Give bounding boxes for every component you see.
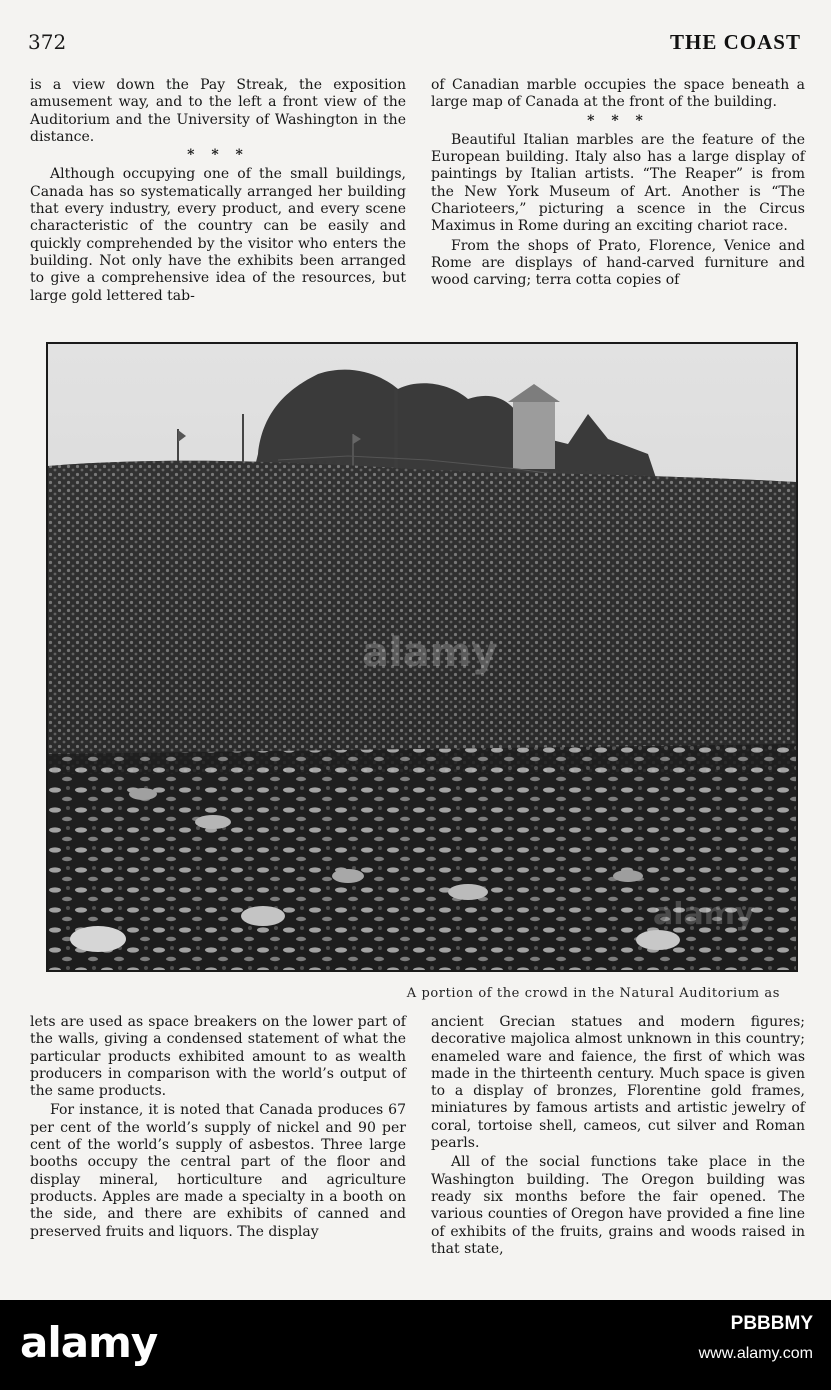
paragraph: For instance, it is noted that Canada produces 67 per cent of the world’s supply of nickel and 90 per cent of the world’s supply of asbestos. Three large booths occupy the central part of the floor and display mineral, horticulture and agriculture products. Apples are made a specialty in a booth on the side, and there are exhibits of canned and preserved fruits and liquors. The display [30, 1102, 406, 1240]
column-bottom-right [431, 1014, 805, 1258]
paragraph: From the shops of Prato, Florence, Venice and Rome are displays of hand-carved furniture and wood carving; terra cotta copies of [431, 237, 805, 289]
watermark-text: alamy [653, 897, 755, 932]
crowd-photo-illustration [48, 344, 796, 970]
running-header [28, 30, 801, 60]
paragraph: Although occupying one of the small buildings, Canada has so systematically arranged her building that every industry, every product, and every scene characteristic of the country can be easily and quickly comprehended by the visitor who enters the building. Not only have the exhibits been arranged to give a comprehensive idea of the resources, but large gold lettered tab- [30, 166, 406, 304]
paragraph: ancient Grecian statues and modern figures; decorative majolica almost unknown in this country; enameled ware and faience, the first of which was made in the thirteenth century. Much space is given to a display of bronzes, Florentine gold frames, miniatures by famous artists and artistic jewelry of coral, tortoise shell, cameos, cut silver and Roman pearls. [431, 1014, 805, 1152]
watermark-text: alamy [362, 630, 498, 676]
crowd-photograph [46, 342, 798, 972]
page-number: 372 [28, 30, 67, 54]
paragraph: All of the social functions take place in the Washington building. The Oregon building was ready six months before the fair opened. The various counties of Oregon have provided a fine line of exhibits of the fruits, grains and woods raised in that state, [431, 1154, 805, 1257]
column-bottom-left [30, 1014, 406, 1241]
section-divider: * * * [587, 112, 649, 129]
image-id: PBBBMY [730, 1313, 813, 1334]
paragraph: Beautiful Italian marbles are the feature of the European building. Italy also has a large display of paintings by Italian artists. “The Reaper” is from the New York Museum of Art. Another is “The Charioteers,” picturing a scence in the Circus Maximus in Rome during an exciting chariot race. [431, 131, 805, 235]
alamy-logo: alamy [20, 1318, 158, 1367]
column-top-left [30, 77, 406, 305]
paragraph: is a view down the Pay Streak, the exposition amusement way, and to the left a front view of the Auditorium and the University of Washington in the distance. [30, 77, 406, 145]
paragraph: of Canadian marble occupies the space beneath a large map of Canada at the front of the building. [431, 77, 805, 111]
photo-caption: A portion of the crowd in the Natural Auditorium as [406, 986, 780, 1001]
column-top-right [431, 77, 805, 290]
paragraph: lets are used as space breakers on the lower part of the walls, giving a condensed statement of what the particular products exhibited amount to as wealth producers in comparison with the world’s output of the same products. [30, 1014, 406, 1100]
section-divider: * * * [187, 147, 249, 164]
site-url: www.alamy.com [698, 1345, 813, 1362]
journal-title: THE COAST [670, 30, 801, 54]
